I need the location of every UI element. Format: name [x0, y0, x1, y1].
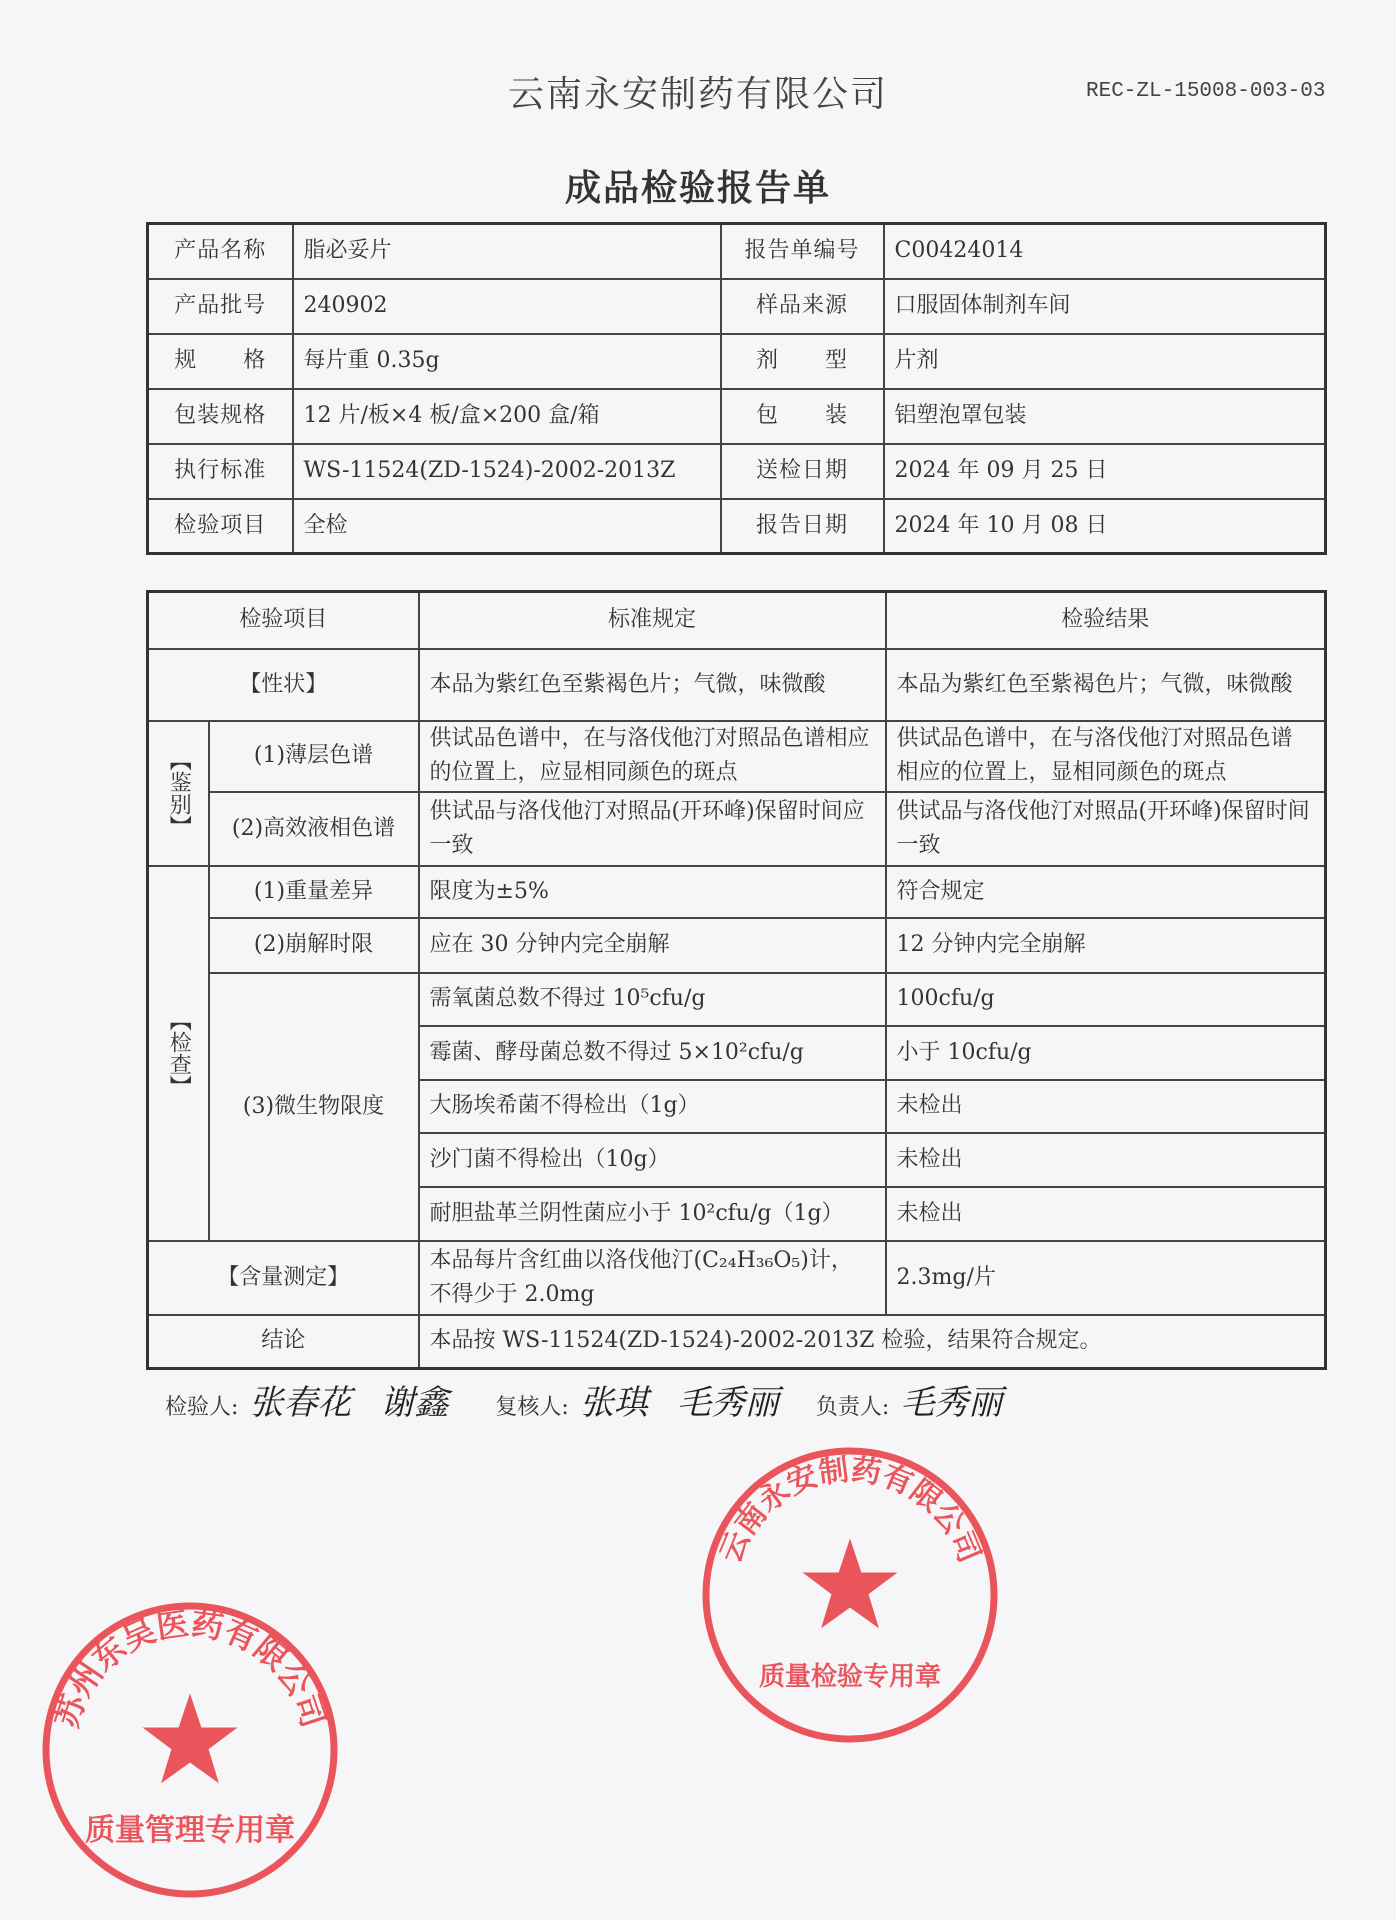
info-row — [148, 389, 1326, 444]
header-standard: 标准规定 — [419, 592, 886, 649]
microbial-standard: 需氧菌总数不得过 10⁵cfu/g — [419, 973, 886, 1026]
inspection-standard: 应在 30 分钟内完全崩解 — [419, 918, 886, 973]
info-label: 执行标准 — [148, 444, 293, 499]
info-label: 包装规格 — [148, 389, 293, 444]
info-label: 产品名称 — [148, 224, 293, 279]
identification-standard: 供试品与洛伐他汀对照品(开环峰)保留时间应一致 — [419, 792, 886, 866]
identification-standard: 供试品色谱中，在与洛伐他汀对照品色谱相应的位置上，应显相同颜色的斑点 — [419, 721, 886, 792]
company-name: 云南永安制药有限公司 — [507, 74, 888, 115]
microbial-result: 小于 10cfu/g — [886, 1026, 1326, 1080]
info-label: 检验项目 — [148, 499, 293, 554]
info-row — [148, 334, 1326, 389]
table-row — [148, 721, 1326, 792]
appearance-standard: 本品为紫红色至紫褐色片；气微，味微酸 — [419, 649, 886, 721]
microbial-standard: 沙门菌不得检出（10g） — [419, 1133, 886, 1187]
appearance-result: 本品为紫红色至紫褐色片；气微，味微酸 — [886, 649, 1326, 721]
assay-item: 【含量测定】 — [148, 1241, 419, 1315]
inspection-result: 符合规定 — [886, 866, 1326, 918]
inspection-group: 【检查】 — [148, 866, 209, 1241]
table-header-row — [148, 592, 1326, 649]
info-row — [148, 224, 1326, 279]
info-value: 2024 年 10 月 08 日 — [884, 499, 1326, 554]
signature-line — [165, 1375, 1315, 1425]
info-value: 240902 — [293, 279, 721, 334]
microbial-item: (3)微生物限度 — [209, 973, 419, 1241]
microbial-standard: 霉菌、酵母菌总数不得过 5×10²cfu/g — [419, 1026, 886, 1080]
info-row — [148, 444, 1326, 499]
inspection-result: 12 分钟内完全崩解 — [886, 918, 1326, 973]
microbial-standard: 大肠埃希菌不得检出（1g） — [419, 1080, 886, 1133]
table-row — [148, 1241, 1326, 1315]
responsible-label: 负责人: — [815, 1395, 890, 1420]
microbial-result: 未检出 — [886, 1133, 1326, 1187]
appearance-item: 【性状】 — [148, 649, 419, 721]
info-value: 片剂 — [884, 334, 1326, 389]
stamp-text: 质量检验专用章 — [758, 1662, 942, 1692]
info-row — [148, 499, 1326, 554]
inspector-label: 检验人: — [165, 1395, 239, 1420]
reviewer-label: 复核人: — [495, 1395, 569, 1420]
inspection-standard: 限度为±5% — [419, 866, 886, 918]
responsible-signature: 毛秀丽 — [900, 1383, 1003, 1423]
stamp-text: 云南永安制药有限公司 — [713, 1452, 987, 1568]
microbial-standard: 耐胆盐革兰阴性菌应小于 10²cfu/g（1g） — [419, 1187, 886, 1241]
document-code: REC-ZL-15008-003-03 — [1086, 80, 1326, 103]
info-label: 产品批号 — [148, 279, 293, 334]
table-row — [148, 918, 1326, 973]
info-value: 脂必妥片 — [293, 224, 721, 279]
table-row — [148, 1315, 1326, 1369]
info-label: 规 格 — [148, 334, 293, 389]
info-value: 12 片/板×4 板/盒×200 盒/箱 — [293, 389, 721, 444]
reviewer-signature: 张琪 — [579, 1383, 648, 1423]
microbial-result: 未检出 — [886, 1080, 1326, 1133]
test-results-table — [146, 590, 1327, 1370]
page-title: 成品检验报告单 — [564, 167, 831, 209]
distributor-quality-stamp — [40, 1600, 340, 1900]
header-result: 检验结果 — [886, 592, 1326, 649]
table-row — [148, 866, 1326, 918]
microbial-result: 未检出 — [886, 1187, 1326, 1241]
header-item: 检验项目 — [148, 592, 419, 649]
reviewer-signature: 毛秀丽 — [676, 1383, 779, 1423]
identification-group: 【鉴别】 — [148, 721, 209, 866]
info-value: C00424014 — [884, 224, 1326, 279]
info-row — [148, 279, 1326, 334]
table-row — [148, 973, 1326, 1026]
info-value: 每片重 0.35g — [293, 334, 721, 389]
inspection-item: (1)重量差异 — [209, 866, 419, 918]
assay-result: 2.3mg/片 — [886, 1241, 1326, 1315]
microbial-result: 100cfu/g — [886, 973, 1326, 1026]
inspector-signature: 谢鑫 — [380, 1383, 449, 1423]
stamp-text: 质量管理专用章 — [85, 1813, 295, 1848]
inspection-item: (2)崩解时限 — [209, 918, 419, 973]
table-row — [148, 792, 1326, 866]
conclusion-text: 本品按 WS-11524(ZD-1524)-2002-2013Z 检验，结果符合规定。 — [419, 1315, 1326, 1369]
info-value: 全检 — [293, 499, 721, 554]
identification-item: (1)薄层色谱 — [209, 721, 419, 792]
stamp-text: 苏州东吴医药有限公司 — [47, 1604, 333, 1733]
info-value: WS-11524(ZD-1524)-2002-2013Z — [293, 444, 721, 499]
product-info-table — [146, 222, 1327, 555]
info-label: 包 装 — [721, 389, 884, 444]
identification-result: 供试品与洛伐他汀对照品(开环峰)保留时间一致 — [886, 792, 1326, 866]
info-value: 口服固体制剂车间 — [884, 279, 1326, 334]
info-label: 剂 型 — [721, 334, 884, 389]
info-label: 样品来源 — [721, 279, 884, 334]
info-label: 报告单编号 — [721, 224, 884, 279]
identification-result: 供试品色谱中，在与洛伐他汀对照品色谱相应的位置上，显相同颜色的斑点 — [886, 721, 1326, 792]
info-label: 报告日期 — [721, 499, 884, 554]
company-quality-stamp — [700, 1445, 1000, 1745]
info-value: 铝塑泡罩包装 — [884, 389, 1326, 444]
identification-item: (2)高效液相色谱 — [209, 792, 419, 866]
assay-standard: 本品每片含红曲以洛伐他汀(C₂₄H₃₆O₅)计，不得少于 2.0mg — [419, 1241, 886, 1315]
conclusion-label: 结论 — [148, 1315, 419, 1369]
table-row — [148, 649, 1326, 721]
info-label: 送检日期 — [721, 444, 884, 499]
inspector-signature: 张春花 — [249, 1383, 352, 1423]
info-value: 2024 年 09 月 25 日 — [884, 444, 1326, 499]
